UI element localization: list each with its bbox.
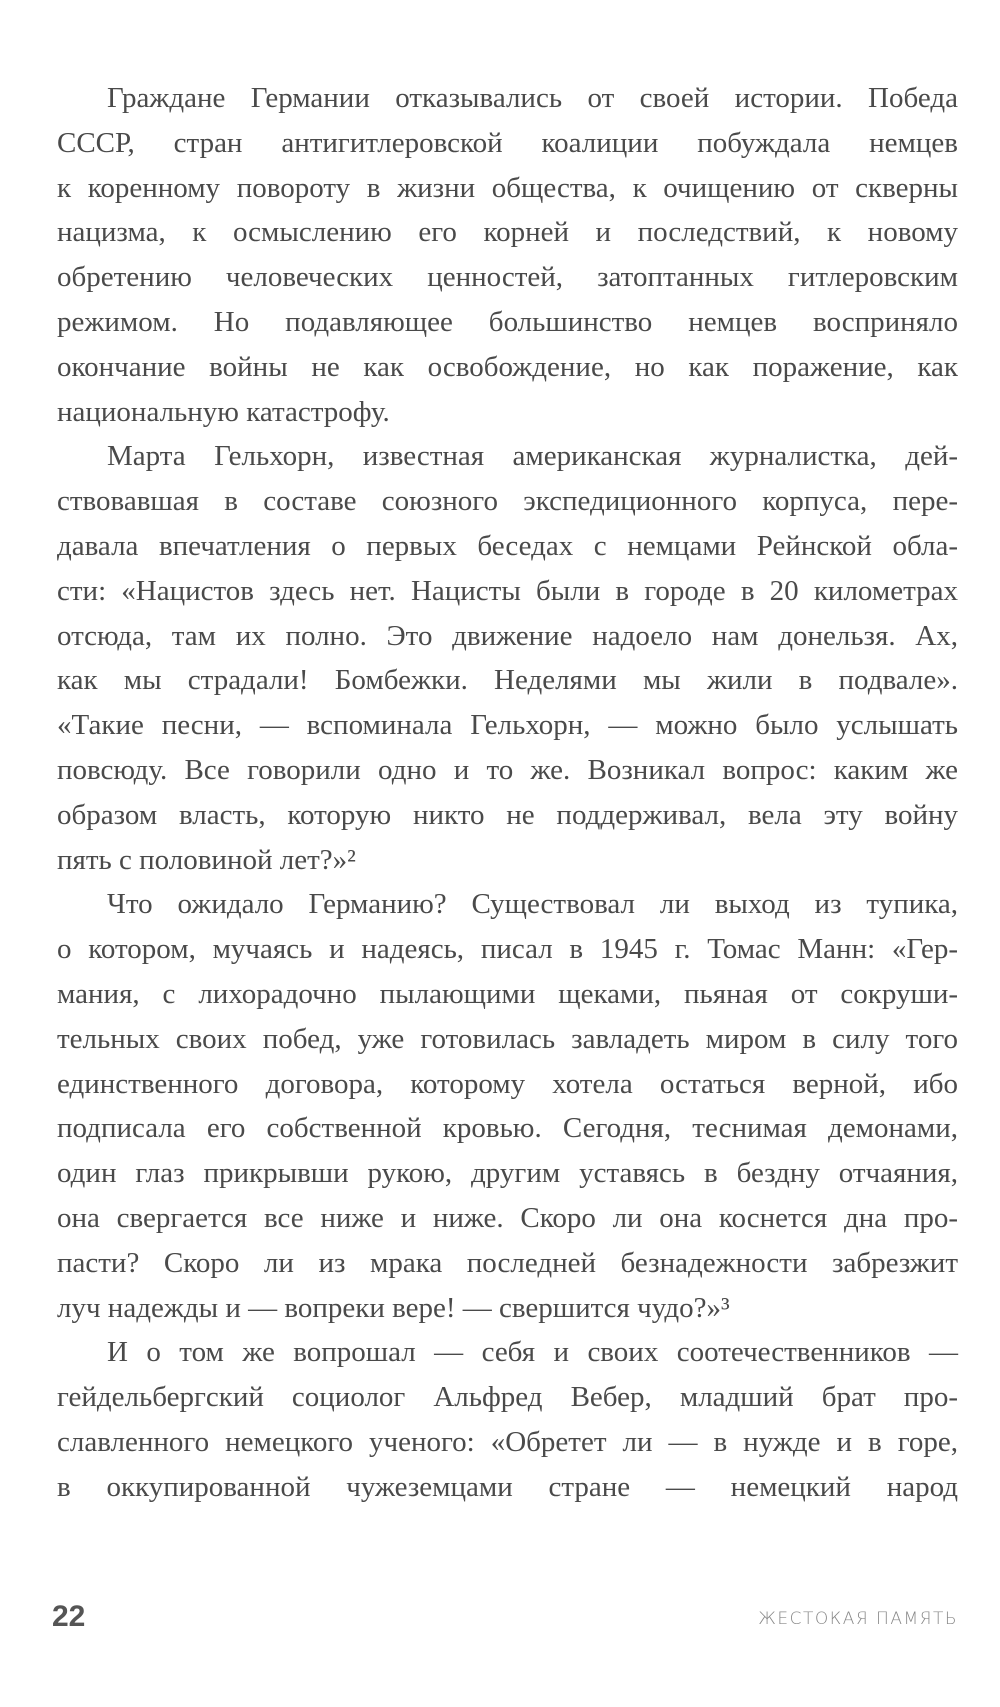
- body-text: [57, 76, 958, 1510]
- text-line: образом власть, которую никто не поддерживал, вела эту войну: [57, 798, 958, 831]
- text-line: в оккупированной чужеземцами стране — немецкий народ: [57, 1470, 958, 1503]
- paragraph: [57, 1330, 958, 1509]
- text-line: нацизма, к осмыслению его корней и последствий, к новому: [57, 216, 958, 249]
- text-line: сти: «Нацистов здесь нет. Нацисты были в городе в 20 километрах: [57, 574, 958, 607]
- text-line: «Такие песни, — вспоминала Гельхорн, — можно было услышать: [57, 709, 958, 742]
- text-line: обретению человеческих ценностей, затоптанных гитлеровским: [57, 261, 958, 294]
- text-line: И о том же вопрошал — себя и своих соотечественников —: [107, 1336, 958, 1369]
- text-line: СССР, стран антигитлеровской коалиции побуждала немцев: [57, 126, 958, 159]
- paragraph: [57, 434, 958, 882]
- text-line: она свергается все ниже и ниже. Скоро ли она коснется дна про-: [57, 1201, 958, 1234]
- text-line: ствовавшая в составе союзного экспедиционного корпуса, пере-: [57, 485, 958, 518]
- text-line: окончание войны не как освобождение, но как поражение, как: [57, 350, 958, 383]
- text-line: Марта Гельхорн, известная американская журналистка, дей-: [107, 440, 958, 473]
- text-line: отсюда, там их полно. Это движение надоело нам донельзя. Ах,: [57, 619, 958, 652]
- paragraph: [57, 882, 958, 1330]
- running-title: ЖЕСТОКАЯ ПАМЯТЬ: [758, 1609, 958, 1629]
- text-line: славленного немецкого ученого: «Обретет ли — в нужде и в горе,: [57, 1425, 958, 1458]
- text-line: гейдельбергский социолог Альфред Вебер, младший брат про-: [57, 1381, 958, 1414]
- text-line: режимом. Но подавляющее большинство немцев восприняло: [57, 305, 958, 338]
- text-line: пасти? Скоро ли из мрака последней безнадежности забрезжит: [57, 1246, 958, 1279]
- text-line: повсюду. Все говорили одно и то же. Возникал вопрос: каким же: [57, 753, 958, 786]
- text-line: о котором, мучаясь и надеясь, писал в 1945 г. Томас Манн: «Гер-: [57, 933, 958, 966]
- text-line: к коренному повороту в жизни общества, к очищению от скверны: [57, 171, 958, 204]
- text-line: луч надежды и — вопреки вере! — свершится чудо?»³: [57, 1291, 730, 1324]
- text-line: Граждане Германии отказывались от своей истории. Победа: [107, 82, 958, 114]
- text-line: давала впечатления о первых беседах с немцами Рейнской обла-: [57, 529, 958, 562]
- text-line: один глаз прикрывши рукою, другим уставясь в бездну отчаяния,: [57, 1157, 958, 1190]
- text-line: тельных своих побед, уже готовилась завладеть миром в силу того: [57, 1022, 958, 1055]
- text-line: национальную катастрофу.: [57, 395, 390, 428]
- text-line: единственного договора, которому хотела остаться верной, ибо: [57, 1067, 958, 1100]
- text-line: Что ожидало Германию? Существовал ли выход из тупика,: [107, 888, 958, 921]
- page-number: 22: [52, 1600, 86, 1633]
- text-line: пять с половиной лет?»²: [57, 843, 356, 876]
- text-line: как мы страдали! Бомбежки. Неделями мы жили в подвале».: [57, 664, 958, 697]
- text-line: подписала его собственной кровью. Сегодня, теснимая демонами,: [57, 1112, 958, 1145]
- text-line: мания, с лихорадочно пылающими щеками, пьяная от сокруши-: [57, 977, 958, 1010]
- paragraph: [57, 76, 958, 434]
